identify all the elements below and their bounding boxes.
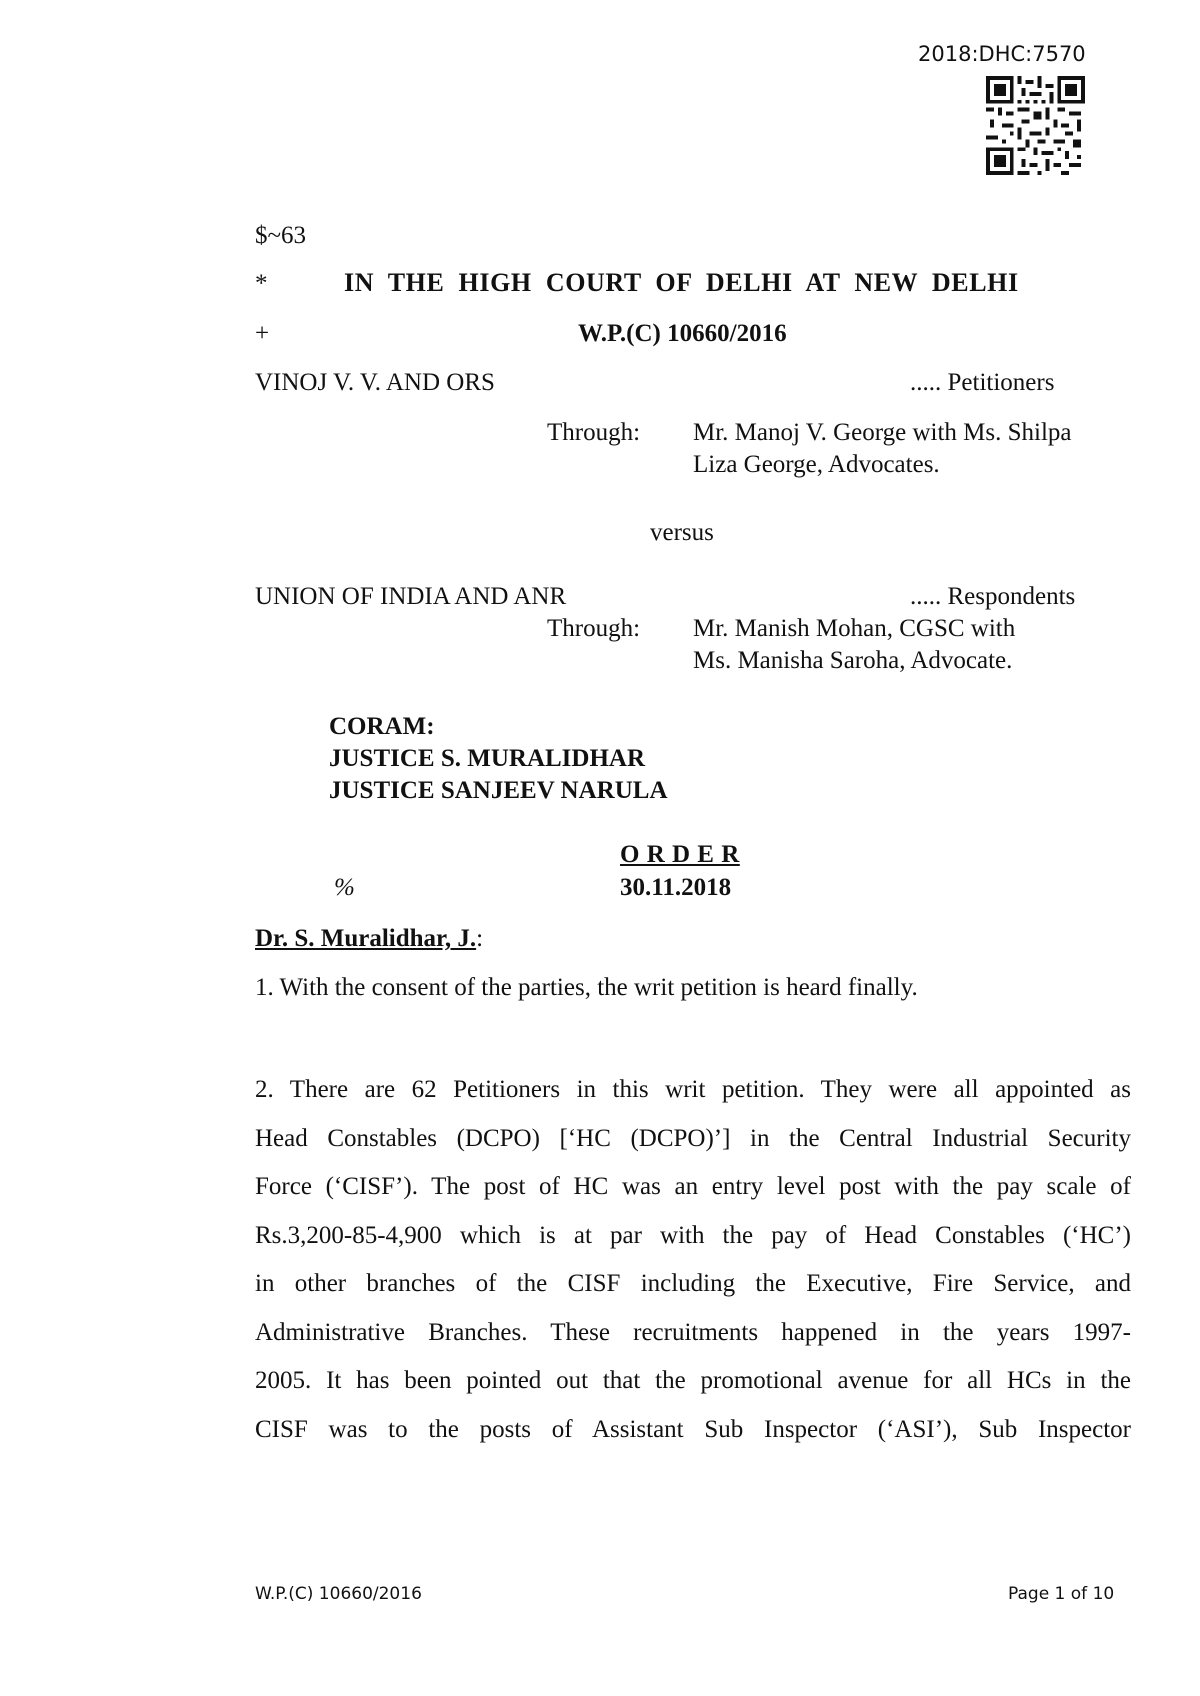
petitioner-through-label: Through:	[547, 419, 641, 446]
coram-judge-2: JUSTICE SANJEEV NARULA	[329, 777, 668, 804]
author-suffix: :	[476, 925, 484, 952]
paragraph-2-line: 2. There are 62 Petitioners in this writ petition. They were all appointed as	[255, 1076, 1131, 1103]
case-number: W.P.(C) 10660/2016	[578, 320, 787, 347]
petitioner-counsel-line2: Liza George, Advocates.	[693, 451, 940, 478]
respondent-through-label: Through:	[547, 615, 641, 642]
versus-label: versus	[650, 519, 714, 546]
qr-code-icon	[986, 76, 1085, 175]
percent-mark: %	[334, 874, 355, 901]
respondent-name: UNION OF INDIA AND ANR	[255, 583, 567, 610]
author-name: Dr. S. Muralidhar, J.	[255, 925, 477, 952]
neutral-citation: 2018:DHC:7570	[918, 42, 1086, 66]
paragraph-2-line: Rs.3,200-85-4,900 which is at par with the pay of Head Constables (‘HC’)	[255, 1221, 1131, 1249]
respondent-counsel-line1: Mr. Manish Mohan, CGSC with	[693, 615, 1016, 642]
coram-judge-1: JUSTICE S. MURALIDHAR	[329, 745, 646, 772]
author-line	[255, 925, 483, 953]
coram-label: CORAM:	[329, 713, 435, 740]
star-mark: *	[255, 270, 268, 297]
order-title: O R D E R	[620, 841, 740, 868]
respondent-counsel-line2: Ms. Manisha Saroha, Advocate.	[693, 647, 1013, 674]
paragraph-2-line: 2005. It has been pointed out that the promotional avenue for all HCs in the	[255, 1367, 1131, 1394]
paragraph-1: 1. With the consent of the parties, the writ petition is heard finally.	[255, 974, 918, 1001]
paragraph-2-line: Head Constables (DCPO) [‘HC (DCPO)’] in the Central Industrial Security	[255, 1124, 1131, 1152]
paragraph-2-line: Force (‘CISF’). The post of HC was an entry level post with the pay scale of	[255, 1173, 1131, 1200]
paragraph-2-line: in other branches of the CISF including the Executive, Fire Service, and	[255, 1270, 1131, 1297]
footer-case-ref: W.P.(C) 10660/2016	[255, 1584, 422, 1604]
petitioner-name: VINOJ V. V. AND ORS	[255, 369, 495, 396]
paragraph-2-line: Administrative Branches. These recruitments happened in the years 1997-	[255, 1318, 1131, 1346]
petitioner-role: ..... Petitioners	[910, 369, 1055, 396]
serial-number: $~63	[255, 222, 307, 249]
court-name: IN THE HIGH COURT OF DELHI AT NEW DELHI	[344, 268, 1019, 297]
plus-mark: +	[255, 320, 270, 347]
order-date: 30.11.2018	[620, 874, 732, 901]
footer-page-label: Page 1 of 10	[1008, 1584, 1115, 1604]
paragraph-2	[255, 1066, 1131, 1454]
respondent-role: ..... Respondents	[910, 583, 1076, 610]
petitioner-counsel-line1: Mr. Manoj V. George with Ms. Shilpa	[693, 419, 1072, 446]
paragraph-2-line: CISF was to the posts of Assistant Sub Inspector (‘ASI’), Sub Inspector	[255, 1415, 1131, 1443]
